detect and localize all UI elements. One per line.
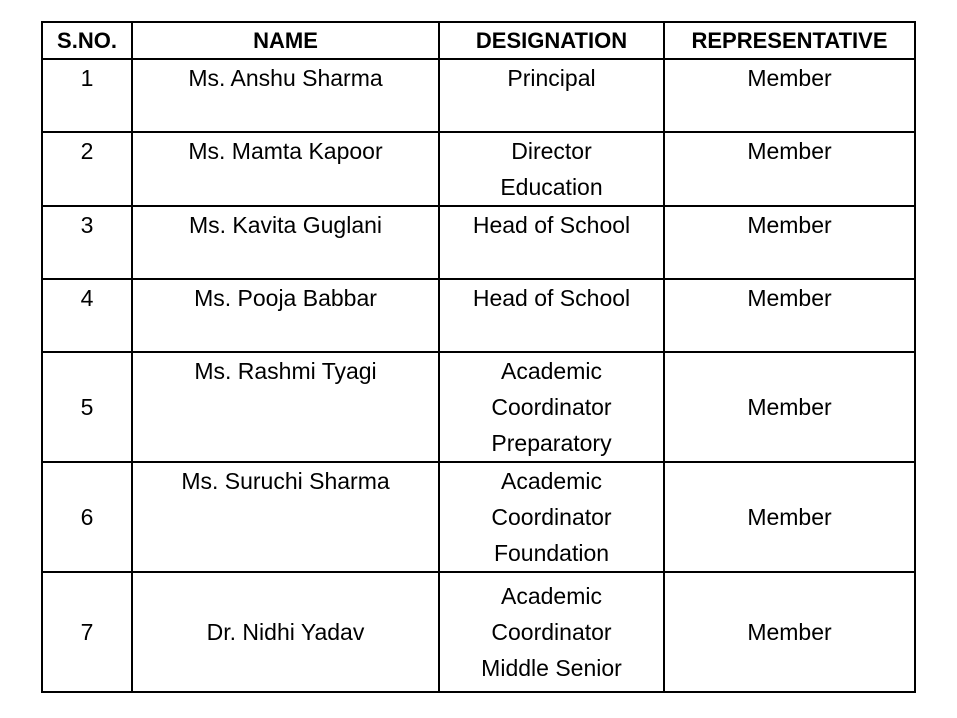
sno-cell: 4 [42, 279, 132, 352]
designation-cell [439, 206, 664, 279]
representative-cell: Member [664, 132, 915, 206]
designation-line: Education [500, 174, 603, 200]
representative-cell: Member [664, 59, 915, 132]
designation-cell [439, 132, 664, 206]
header-representative: REPRESENTATIVE [664, 22, 915, 59]
sno-cell: 6 [42, 462, 132, 572]
designation-line: Coordinator [491, 619, 612, 645]
designation-cell [439, 572, 664, 692]
sno-cell: 7 [42, 572, 132, 692]
designation-line: Head of School [472, 212, 631, 238]
table-row [42, 132, 915, 206]
representative-cell: Member [664, 352, 915, 462]
designation-cell [439, 59, 664, 132]
representative-cell: Member [664, 206, 915, 279]
designation-line: Academic [501, 468, 602, 494]
designation-line: Foundation [493, 540, 610, 566]
table-row [42, 279, 915, 352]
header-sno: S.NO. [42, 22, 132, 59]
name-cell: Dr. Nidhi Yadav [132, 572, 439, 692]
designation-cell [439, 352, 664, 462]
designation-line: Preparatory [491, 430, 612, 456]
name-cell: Ms. Pooja Babbar [132, 279, 439, 352]
designation-line: Head of School [472, 285, 631, 311]
table-row [42, 572, 915, 692]
designation-line: Director [511, 138, 592, 164]
table-row [42, 352, 915, 462]
name-cell: Ms. Rashmi Tyagi [132, 352, 439, 462]
name-cell: Ms. Mamta Kapoor [132, 132, 439, 206]
name-cell: Ms. Suruchi Sharma [132, 462, 439, 572]
designation-line: Academic [501, 583, 602, 609]
table-row [42, 206, 915, 279]
sno-cell: 2 [42, 132, 132, 206]
header-row [42, 22, 915, 59]
representative-cell: Member [664, 462, 915, 572]
header-name: NAME [132, 22, 439, 59]
table-row [42, 59, 915, 132]
table-row [42, 462, 915, 572]
header-designation: DESIGNATION [439, 22, 664, 59]
designation-line: Principal [507, 65, 596, 91]
sno-cell: 3 [42, 206, 132, 279]
designation-line: Coordinator [491, 394, 612, 420]
designation-line: Academic [501, 358, 602, 384]
committee-table [41, 21, 916, 693]
representative-cell: Member [664, 279, 915, 352]
designation-line: Coordinator [491, 504, 612, 530]
designation-line: Middle Senior [481, 655, 622, 681]
name-cell: Ms. Anshu Sharma [132, 59, 439, 132]
name-cell: Ms. Kavita Guglani [132, 206, 439, 279]
designation-cell [439, 279, 664, 352]
designation-cell [439, 462, 664, 572]
sno-cell: 1 [42, 59, 132, 132]
sno-cell: 5 [42, 352, 132, 462]
representative-cell: Member [664, 572, 915, 692]
